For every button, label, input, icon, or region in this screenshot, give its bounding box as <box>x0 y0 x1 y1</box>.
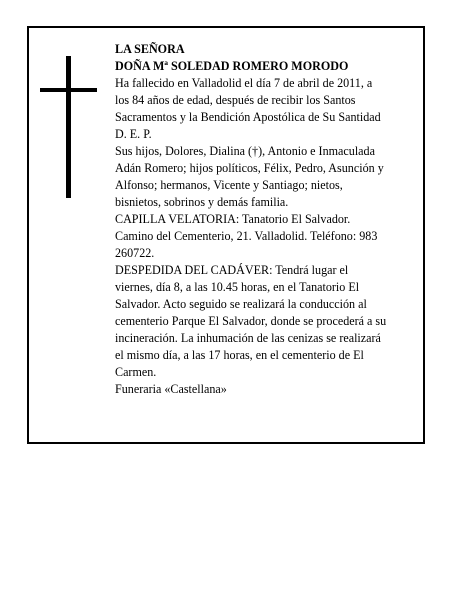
notice-line: Sacramentos y la Bendición Apostólica de Su Santidad <box>115 110 381 124</box>
notice-line: Alfonso; hermanos, Vicente y Santiago; nietos, <box>115 178 343 192</box>
notice-line: Sus hijos, Dolores, Dialina (†), Antonio e Inmaculada <box>115 144 375 158</box>
notice-line: Carmen. <box>115 365 157 379</box>
notice-line: el mismo día, a las 17 horas, en el cementerio de El <box>115 348 364 362</box>
deceased-name: DOÑA Mª SOLEDAD ROMERO MORODO <box>115 59 349 73</box>
notice-line: DESPEDIDA DEL CADÁVER: Tendrá lugar el <box>115 263 349 277</box>
notice-line: Camino del Cementerio, 21. Valladolid. Teléfono: 983 <box>115 229 378 243</box>
cross-icon <box>40 56 97 198</box>
notice-line: 260722. <box>115 246 155 260</box>
notice-title: LA SEÑORA <box>115 42 185 56</box>
notice-line: viernes, día 8, a las 10.45 horas, en el Tanatorio El <box>115 280 360 294</box>
notice-line: Salvador. Acto seguido se realizará la conducción al <box>115 297 367 311</box>
notice-line: Adán Romero; hijos políticos, Félix, Pedro, Asunción y <box>115 161 384 175</box>
notice-line: bisnietos, sobrinos y demás familia. <box>115 195 289 209</box>
notice-line: incineración. La inhumación de las cenizas se realizará <box>115 331 381 345</box>
notice-text <box>115 41 421 398</box>
obituary-notice <box>27 26 425 444</box>
notice-line: D. E. P. <box>115 127 152 141</box>
notice-line: los 84 años de edad, después de recibir los Santos <box>115 93 356 107</box>
notice-line: cementerio Parque El Salvador, donde se procederá a su <box>115 314 387 328</box>
cross-horizontal-bar <box>40 88 97 92</box>
notice-line: Funeraria «Castellana» <box>115 382 227 396</box>
notice-line: Ha fallecido en Valladolid el día 7 de abril de 2011, a <box>115 76 373 90</box>
notice-line: CAPILLA VELATORIA: Tanatorio El Salvador. <box>115 212 351 226</box>
cross-vertical-bar <box>66 56 71 198</box>
